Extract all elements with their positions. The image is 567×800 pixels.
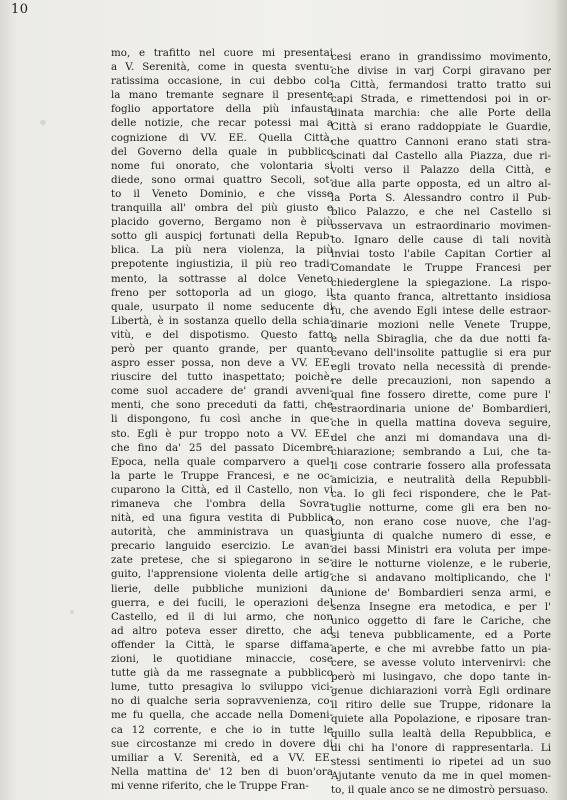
text-line: Libertà, è in sostanza quello della schia- [111, 314, 333, 327]
text-line: del Governo della quale in pubblico [111, 145, 333, 158]
text-line: giunta di qualche numero di esse, e [331, 530, 551, 543]
text-line: me fu quella, che accade nella Domeni- [111, 709, 333, 722]
text-line: ratissima occasione, in cui debbo col- [111, 75, 333, 88]
text-line: cognizione di VV. EE. Quella Città, [111, 131, 333, 144]
text-line: la Porta S. Alessandro contro il Pub- [331, 191, 551, 204]
text-line: sta quanto franca, altrettanto insidiosa [331, 290, 551, 303]
text-line: cevano dell'insolite pattuglie si era pur [331, 346, 551, 359]
text-line: osservava un estraordinario movimen- [331, 220, 551, 233]
left-text-column [111, 46, 333, 793]
text-line: che in quella mattina doveva seguire, [331, 417, 551, 430]
text-line: quale, usurpato il nome seducente di [111, 300, 333, 313]
text-line: genue dichiarazioni vorrà Egli ordinare [331, 685, 551, 698]
text-line: aperte, e che mi avrebbe fatto un pia- [331, 642, 551, 655]
text-line: del che anzi mi domandava una di- [331, 431, 551, 444]
text-line: Castello, ed il di lui armo, che non [111, 610, 333, 623]
text-line: placido governo, Bergamo non è più [111, 216, 333, 229]
text-line: chiederglene la spiegazione. La rispo- [331, 276, 551, 289]
text-line: zate pretese, che si spiegarono in se- [111, 554, 333, 567]
text-line: però per quanto grande, per quanto [111, 342, 333, 355]
text-line: amicizia, e neutralità della Repubbli- [331, 473, 551, 486]
text-line: blico Palazzo, e che nel Castello si [331, 206, 551, 219]
text-line: mo, e trafitto nel cuore mi presentai [111, 47, 333, 59]
text-line: cesi erano in grandissimo movimento, [331, 51, 551, 63]
text-line: volti verso il Palazzo della Città, e [331, 163, 551, 176]
text-line: la mano tremante segnare il presente [111, 89, 333, 102]
paper-stain [70, 610, 74, 614]
text-line: ca. Io gli feci rispondere, che le Pat- [331, 487, 551, 500]
text-line: to, non erano cose nuove, che l'ag- [331, 516, 551, 529]
text-line: egli trovato nella necessità di prende- [331, 361, 551, 374]
text-line: no di qualche seria sopravvenienza, co- [111, 695, 333, 708]
text-line: li dispongono, fu così anche in que- [111, 413, 333, 426]
text-line: due alla parte opposta, ed un altro al- [331, 177, 551, 190]
text-line: nome fui onorato, che volontaria si [111, 159, 333, 172]
text-line: Nella mattina de' 12 ben di buon'ora [111, 765, 333, 778]
text-line: re delle precauzioni, non sapendo a [331, 375, 551, 388]
text-line: freno per sottoporla ad un giogo, il [111, 286, 333, 299]
text-line: ad altro poteva esser diretto, che ad [111, 624, 333, 637]
right-text-column [331, 50, 551, 797]
text-line: delle notizie, che recar potessi mai a [111, 117, 333, 130]
text-line: cuparono la Città, ed il Castello, non vi [111, 483, 333, 496]
text-line: dire le notturne violenze, e le ruberie, [331, 558, 551, 571]
text-line: la parte le Truppe Francesi, e ne oc- [111, 469, 333, 482]
text-line: blica. La più nera violenza, la più [111, 244, 333, 257]
text-line: unico oggetto di fare le Cariche, che [331, 614, 551, 627]
text-line: to, il quale anco se ne dimostrò persuaso. [331, 783, 549, 796]
text-line: mento, la sottrasse al dolce Veneto [111, 272, 333, 285]
text-line: autorità, che amministrava un quasi [111, 526, 333, 539]
text-line: fu, che avendo Egli intese delle estraor- [331, 304, 551, 317]
text-line: offender la Città, le sparse diffama- [111, 638, 333, 651]
text-line: Città si erano raddoppiate le Guardie, [331, 121, 551, 134]
text-line: riuscire del tutto inaspettato; poichè, [111, 371, 333, 384]
text-line: come suol accadere de' grandi avveni- [111, 385, 333, 398]
text-line: cere, se avesse voluto intervenirvi: che [331, 657, 551, 670]
text-line: Ajutante venuto da me in quel momen- [331, 769, 551, 782]
paper-stain [40, 120, 46, 125]
text-line: aspro esser possa, non deve a VV. EE. [111, 357, 333, 370]
text-line: guito, l'apprensione violenta delle artig- [111, 568, 333, 581]
page-edge-shadow [553, 0, 567, 800]
text-line: nità, ed una figura vestita di Pubblica [111, 512, 333, 525]
text-line: senza Insegne era metodica, e per l' [331, 600, 551, 613]
text-line: che divise in varj Corpi giravano per [331, 65, 551, 78]
text-line: si teneva pubblicamente, ed a Porte [331, 628, 551, 641]
text-line: precario languido esercizio. Le avan- [111, 540, 333, 553]
text-line: foglio apportatore della più infausta [111, 103, 333, 116]
text-line: umiliar a V. Serenità, ed a VV. EE. [111, 751, 333, 764]
text-line: tutte già da me rassegnate a pubblico [111, 667, 333, 680]
text-line: stessi sentimenti io ripetei ad un suo [331, 755, 551, 768]
text-line: sue circostanze mi credo in dovere di [111, 737, 333, 750]
text-line: dei bassi Ministri era voluta per impe- [331, 544, 551, 557]
text-line: lume, tutto presagiva lo sviluppo vici- [111, 681, 333, 694]
text-line: però mi lusingavo, che dopo tante in- [331, 671, 551, 684]
text-line: vitù, e del dispotismo. Questo fatto [111, 328, 333, 341]
text-line: zioni, le quotidiane minaccie, cose [111, 653, 333, 666]
text-line: unione de' Bombardieri senza armi, e [331, 586, 551, 599]
text-line: to il Veneto Dominio, e che visse [111, 187, 333, 200]
text-line: qual fine fossero dirette, come pure l' [331, 389, 551, 402]
text-line: guerra, e dei fucili, le operazioni del [111, 596, 333, 609]
text-line: capi Strada, e rimettendosi poi in or- [331, 93, 551, 106]
text-line: inviai tosto l'abile Capitan Cortier al [331, 248, 551, 261]
text-line: estraordinaria unione de' Bombardieri, [331, 403, 551, 416]
text-line: dinata marchia: che alle Porte della [331, 107, 551, 120]
text-line: mi venne riferito, che le Truppe Fran- [111, 779, 309, 792]
text-line: di chi ha l'onore di rappresentarla. Li [331, 741, 551, 754]
text-line: che fino da' 25 del passato Dicembre [111, 441, 333, 454]
text-line: to. Ignaro delle cause di tali novità [331, 234, 551, 247]
text-line: sotto gli auspicj fortunati della Repub- [111, 230, 333, 243]
text-line: quiete alla Popolazione, e riposare tran- [331, 713, 551, 726]
text-line: chiarazione; sembrando a Lui, che ta- [331, 445, 551, 458]
text-line: diede, sono ormai quattro Secoli, sot- [111, 173, 333, 186]
text-line: che si andavano moltiplicando, che l' [331, 572, 551, 585]
text-line: lierie, delle pubbliche munizioni da [111, 582, 333, 595]
text-line: sto. Egli è pur troppo noto a VV. EE. [111, 427, 333, 440]
text-line: Comandate le Truppe Francesi per [331, 262, 551, 275]
text-line: ca 12 corrente, e che io in tutte le [111, 723, 333, 736]
text-line: che quattro Cannoni erano stati stra- [331, 135, 551, 148]
text-line: e nella Sbiraglia, che da due notti fa- [331, 332, 551, 345]
text-line: quillo sulla lealtà della Repubblica, e [331, 727, 551, 740]
text-line: tranquilla all' ombra del più giusto e [111, 202, 333, 215]
text-line: il ritiro delle sue Truppe, ridonare la [331, 699, 551, 712]
text-line: prepotente ingiustizia, il più reo tradi- [111, 258, 333, 271]
text-line: la Città, fermandosi tratto tratto sui [331, 79, 551, 92]
text-line: rimaneva che l'ombra della Sovra- [111, 498, 333, 510]
text-line: Epoca, nella quale comparvero a quel- [111, 455, 333, 468]
text-line: scinati dal Castello alla Piazza, due ri- [331, 149, 551, 162]
text-line: dinarie mozioni nelle Venete Truppe, [331, 318, 551, 331]
text-line: li cose contrarie fossero alla professata [331, 459, 551, 472]
text-line: tuglie notturne, come gli era ben no- [331, 502, 551, 514]
page-number: 10 [11, 2, 29, 17]
text-line: menti, che sono preceduti da fatti, che [111, 399, 333, 412]
text-line: a V. Serenità, come in questa sventu- [111, 61, 333, 74]
